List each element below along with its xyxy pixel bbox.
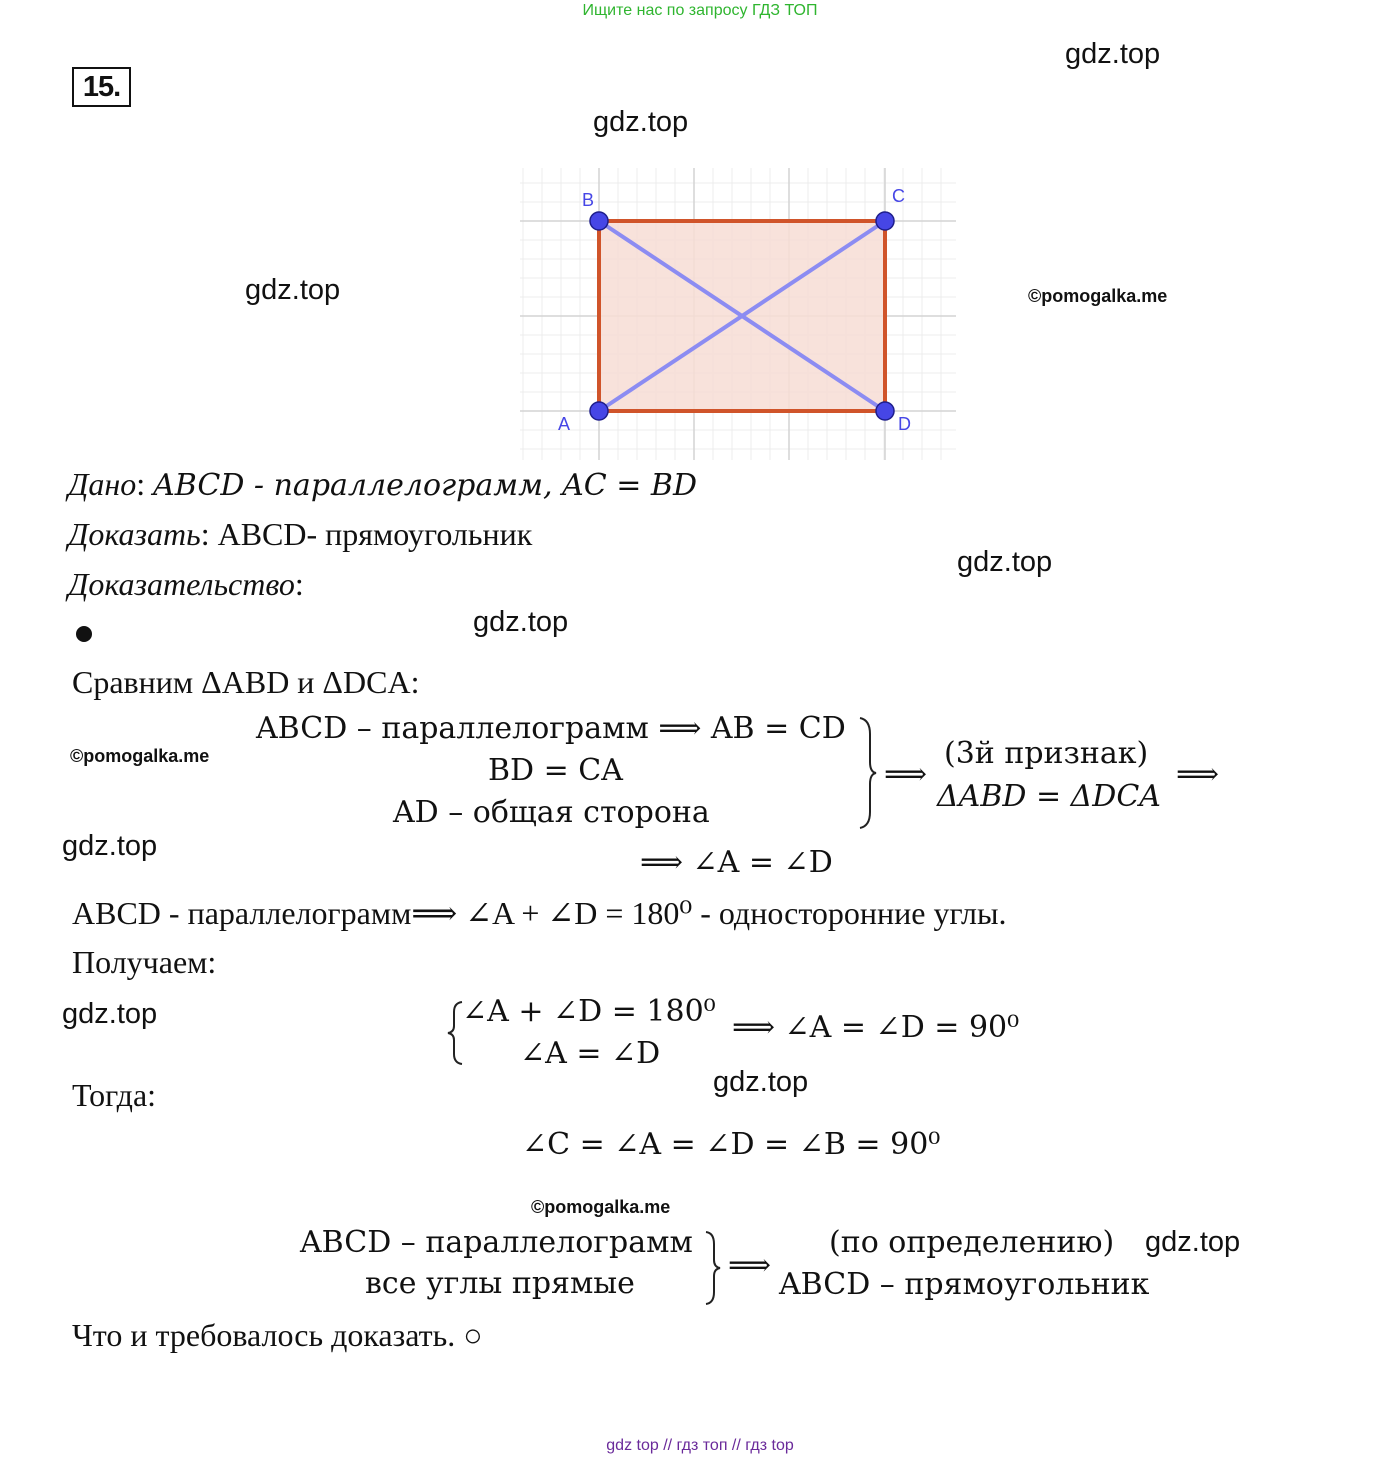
watermark-pomogalka: ©pomogalka.me [531,1197,671,1217]
task-number: 15. [72,67,131,107]
system3-implies: ⟹ [728,1248,772,1283]
label-b: B [582,190,595,210]
watermark-gdz: gdz.top [245,274,341,306]
prove-text: ABCD- прямоугольник [217,516,533,552]
system1-implies2: ⟹ [1176,757,1220,792]
qed-line: Что и требовалось доказать. ○ [72,1317,483,1353]
watermark-pomogalka: ©pomogalka.me [70,746,210,766]
system1-implies: ⟹ [884,757,928,792]
watermark-gdz: gdz.top [62,830,158,862]
proof-label: Доказательство [68,566,295,602]
watermark-gdz: gdz.top [713,1066,809,1098]
top-banner: Ищите нас по запросу ГДЗ ТОП [582,2,818,19]
then-line: Тогда: [72,1077,157,1113]
watermark-gdz: gdz.top [473,606,569,638]
watermark-gdz: gdz.top [62,998,158,1030]
system2-line1: ∠A + ∠D = 180⁰ [462,994,716,1029]
right-brace [702,1230,722,1306]
prove-line: Доказать: ABCD- прямоугольник [68,516,533,552]
system2-result: ⟹ ∠A = ∠D = 90⁰ [732,1010,1020,1045]
get-line: Получаем: [72,944,217,980]
proof-line: Доказательство: [68,566,304,602]
watermark-pomogalka: ©pomogalka.me [1028,286,1168,306]
angles-line: ∠C = ∠A = ∠D = ∠B = 90⁰ [522,1127,941,1162]
system3-line1: ABCD – параллелограмм [300,1225,693,1260]
system3-reason: (по определению) [829,1225,1115,1260]
system1-line1: ABCD – параллелограмм ⟹ AB = CD [256,711,846,746]
point-a [590,402,608,420]
watermark-gdz: gdz.top [593,106,689,138]
prove-label: Доказать [68,516,201,552]
bullet [76,626,92,642]
point-d [876,402,894,420]
system1-line2: BD = CA [488,753,623,788]
label-c: C [892,186,905,206]
system3-line2: все углы прямые [365,1266,635,1301]
system3-result: ABCD – прямоугольник [779,1267,1150,1302]
point-b [590,212,608,230]
watermark-gdz: gdz.top [957,546,1053,578]
system1-reason: (3й признак) [944,736,1149,771]
system1-conclusion: ⟹ ∠A = ∠D [640,845,833,880]
watermark-gdz: gdz.top [1065,38,1161,70]
system2-line2: ∠A = ∠D [520,1036,661,1071]
given-text: ABCD - параллелограмм, AC = BD [153,468,698,503]
point-c [876,212,894,230]
right-brace [856,716,878,830]
system1-line3: AD – общая сторона [393,795,710,830]
given-line: Дано: ABCD - параллелограмм, AC = BD [68,466,698,503]
system1-result: ΔABD = ΔDCA [937,779,1161,814]
watermark-gdz: gdz.top [1145,1226,1241,1258]
footer-links[interactable]: gdz top // гдз топ // гдз top [606,1437,794,1454]
label-d: D [898,414,911,434]
geometry-figure [520,168,956,460]
para-line: ABCD - параллелограмм⟹ ∠A + ∠D = 180⁰ - односторонние углы. [72,895,1007,931]
label-a: A [558,414,571,434]
compare-line: Сравним ΔABD и ΔDCA: [72,664,420,700]
given-label: Дано [68,466,137,502]
